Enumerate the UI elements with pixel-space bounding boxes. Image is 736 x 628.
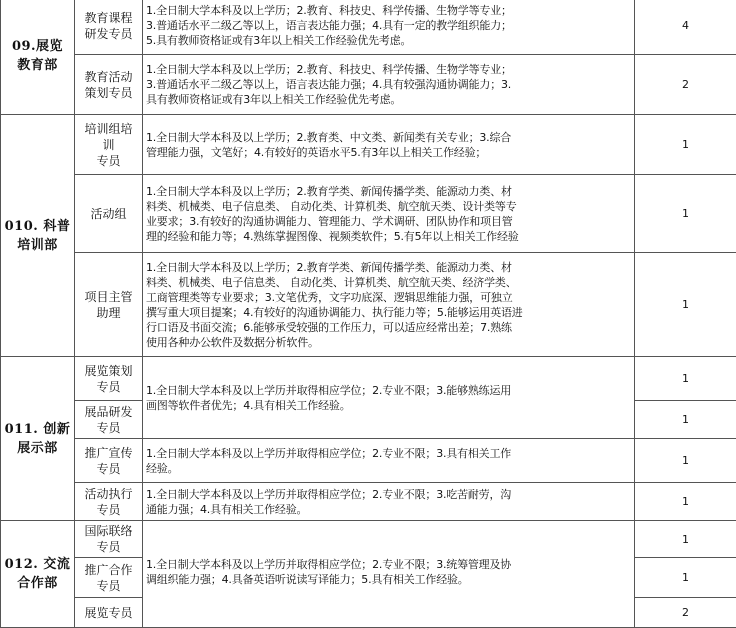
requirement-line: 行口语及书面交流；6.能够承受较强的工作压力，可以适应经常出差；7.熟练 bbox=[146, 320, 631, 335]
requirement-line: 画图等软件者优先；4.具有相关工作经验。 bbox=[146, 398, 631, 413]
headcount-cell: 1 bbox=[635, 483, 736, 521]
position-title-line: 专员 bbox=[75, 578, 142, 594]
position-title-line: 培训组培 bbox=[75, 121, 142, 137]
requirement-line: 料类、机械类、电子信息类、 自动化类、计算机类、航空航天类、经济学类、 bbox=[146, 275, 631, 290]
requirement-line: 1.全日制大学本科及以上学历并取得相应学位；2.专业不限；3.能够熟练运用 bbox=[146, 383, 631, 398]
position-cell bbox=[75, 253, 143, 357]
requirement-line: 1.全日制大学本科及以上学历并取得相应学位；2.专业不限；3.具有相关工作 bbox=[146, 446, 631, 461]
requirement-line: 调组织能力强；4.具备英语听说读写译能力；5.具有相关工作经验。 bbox=[146, 572, 631, 587]
requirement-line: 1.全日制大学本科及以上学历；2.教育学类、新闻传播学类、能源动力类、材 bbox=[146, 184, 631, 199]
requirements-cell bbox=[143, 115, 635, 175]
requirements-cell bbox=[143, 55, 635, 115]
headcount-cell: 1 bbox=[635, 357, 736, 401]
table-row bbox=[1, 175, 736, 253]
headcount-cell: 4 bbox=[635, 0, 736, 55]
requirement-line: 1.全日制大学本科及以上学历；2.教育学类、新闻传播学类、能源动力类、材 bbox=[146, 260, 631, 275]
requirements-cell bbox=[143, 483, 635, 521]
position-cell bbox=[75, 558, 143, 598]
requirement-line: 具有教师资格证或有3年以上相关工作经验优先考虑。 bbox=[146, 92, 631, 107]
position-title-line: 展览专员 bbox=[75, 605, 142, 621]
table-row bbox=[1, 0, 736, 55]
dept-name-line: 教育部 bbox=[1, 56, 74, 75]
position-cell bbox=[75, 521, 143, 558]
position-title-line: 专员 bbox=[75, 502, 142, 518]
position-title-line: 研发专员 bbox=[75, 26, 142, 42]
position-title-line: 教育活动 bbox=[75, 69, 142, 85]
dept-cell bbox=[1, 521, 75, 628]
requirement-line: 使用各种办公软件及数据分析软件。 bbox=[146, 335, 631, 350]
position-cell bbox=[75, 483, 143, 521]
dept-name-line: 010. 科普 bbox=[1, 217, 74, 236]
position-title-line: 展览策划 bbox=[75, 363, 142, 379]
headcount-cell: 1 bbox=[635, 558, 736, 598]
requirement-line: 撰写重大项目提案；4.有较好的沟通协调能力、执行能力等；5.能够运用英语进 bbox=[146, 305, 631, 320]
position-title-line: 专员 bbox=[75, 379, 142, 395]
position-title-line: 策划专员 bbox=[75, 85, 142, 101]
position-title-line: 推广宣传 bbox=[75, 445, 142, 461]
table-row bbox=[1, 483, 736, 521]
requirements-cell bbox=[143, 357, 635, 439]
position-title-line: 推广合作 bbox=[75, 562, 142, 578]
requirement-line: 5.具有教师资格证或有3年以上相关工作经验优先考虑。 bbox=[146, 33, 631, 48]
requirement-line: 3.普通话水平二级乙等以上，语言表达能力强；4.具有一定的教学组织能力； bbox=[146, 18, 631, 33]
requirement-line: 1.全日制大学本科及以上学历；2.教育、科技史、科学传播、生物学等专业； bbox=[146, 3, 631, 18]
position-cell bbox=[75, 439, 143, 483]
requirement-line: 1.全日制大学本科及以上学历；2.教育类、中文类、新闻类有关专业；3.综合 bbox=[146, 130, 631, 145]
position-title-line: 助理 bbox=[75, 305, 142, 321]
requirement-line: 1.全日制大学本科及以上学历；2.教育、科技史、科学传播、生物学等专业； bbox=[146, 62, 631, 77]
headcount-cell: 1 bbox=[635, 115, 736, 175]
headcount-cell: 1 bbox=[635, 521, 736, 558]
requirement-line: 3.普通话水平二级乙等以上，语言表达能力强；4.具有较强沟通协调能力；3. bbox=[146, 77, 631, 92]
table-row bbox=[1, 357, 736, 401]
headcount-cell: 2 bbox=[635, 598, 736, 628]
position-cell bbox=[75, 598, 143, 628]
position-cell bbox=[75, 115, 143, 175]
dept-name-line: 09.展览 bbox=[1, 37, 74, 56]
headcount-cell: 2 bbox=[635, 55, 736, 115]
requirement-line: 1.全日制大学本科及以上学历并取得相应学位；2.专业不限；3.吃苦耐劳，沟 bbox=[146, 487, 631, 502]
dept-name-line: 011. 创新 bbox=[1, 420, 74, 439]
dept-cell bbox=[1, 357, 75, 521]
position-cell bbox=[75, 357, 143, 401]
requirement-line: 业要求；3.有较好的沟通协调能力、管理能力、学术调研、团队协作和项目管 bbox=[146, 214, 631, 229]
requirement-line: 理的经验和能力等；4.熟练掌握图像、视频类软件；5.有5年以上相关工作经验 bbox=[146, 229, 631, 244]
position-cell bbox=[75, 401, 143, 439]
table-row bbox=[1, 115, 736, 175]
headcount-cell: 1 bbox=[635, 401, 736, 439]
requirements-cell bbox=[143, 175, 635, 253]
dept-name-line: 合作部 bbox=[1, 574, 74, 593]
position-title-line: 活动执行 bbox=[75, 486, 142, 502]
position-cell bbox=[75, 0, 143, 55]
position-title-line: 教育课程 bbox=[75, 10, 142, 26]
position-title-line: 专员 bbox=[75, 461, 142, 477]
position-title-line: 专员 bbox=[75, 153, 142, 169]
requirements-cell bbox=[143, 0, 635, 55]
position-cell bbox=[75, 55, 143, 115]
requirement-line: 1.全日制大学本科及以上学历并取得相应学位；2.专业不限；3.统筹管理及协 bbox=[146, 557, 631, 572]
dept-cell bbox=[1, 0, 75, 115]
position-title-line: 活动组 bbox=[75, 206, 142, 222]
headcount-cell: 1 bbox=[635, 175, 736, 253]
requirement-line: 料类、机械类、电子信息类、 自动化类、计算机类、航空航天类、设计类等专 bbox=[146, 199, 631, 214]
headcount-cell: 1 bbox=[635, 253, 736, 357]
position-title-line: 项目主管 bbox=[75, 289, 142, 305]
requirements-cell bbox=[143, 521, 635, 628]
requirements-cell bbox=[143, 253, 635, 357]
position-cell bbox=[75, 175, 143, 253]
requirement-line: 通能力强；4.具有相关工作经验。 bbox=[146, 502, 631, 517]
table-row bbox=[1, 253, 736, 357]
position-title-line: 专员 bbox=[75, 420, 142, 436]
position-title-line: 训 bbox=[75, 137, 142, 153]
requirement-line: 经验。 bbox=[146, 461, 631, 476]
requirement-line: 管理能力强，文笔好；4.有较好的英语水平5.有3年以上相关工作经验； bbox=[146, 145, 631, 160]
headcount-cell: 1 bbox=[635, 439, 736, 483]
position-title-line: 国际联络 bbox=[75, 523, 142, 539]
position-title-line: 展品研发 bbox=[75, 404, 142, 420]
table-row bbox=[1, 439, 736, 483]
table-row bbox=[1, 521, 736, 558]
dept-name-line: 012. 交流 bbox=[1, 555, 74, 574]
requirement-line: 工商管理类等专业要求；3.文笔优秀，文字功底深、逻辑思维能力强，可独立 bbox=[146, 290, 631, 305]
dept-name-line: 培训部 bbox=[1, 236, 74, 255]
dept-cell bbox=[1, 115, 75, 357]
position-title-line: 专员 bbox=[75, 539, 142, 555]
requirements-cell bbox=[143, 439, 635, 483]
table-row bbox=[1, 55, 736, 115]
dept-name-line: 展示部 bbox=[1, 439, 74, 458]
